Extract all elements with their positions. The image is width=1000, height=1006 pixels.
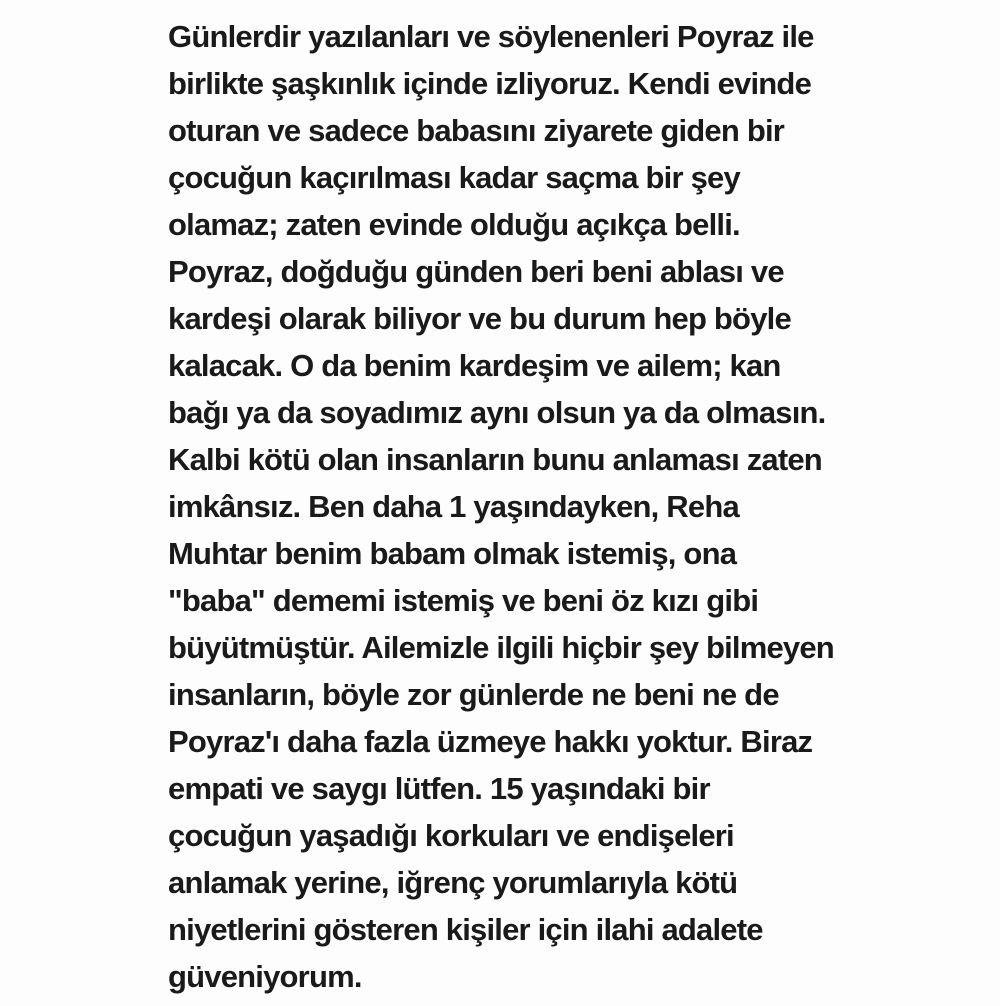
- text-line: Poyraz, doğduğu günden beri beni ablası ve: [168, 254, 784, 289]
- text-line: imkânsız. Ben daha 1 yaşındayken, Reha: [168, 489, 739, 524]
- text-line: güveniyorum.: [168, 959, 362, 994]
- text-line: insanların, böyle zor günlerde ne beni ne de: [168, 677, 779, 712]
- text-line: Kalbi kötü olan insanların bunu anlaması zaten: [168, 442, 822, 477]
- text-line: Muhtar benim babam olmak istemiş, ona: [168, 536, 737, 571]
- text-line: anlamak yerine, iğrenç yorumlarıyla kötü: [168, 865, 738, 900]
- text-line: büyütmüştür. Ailemizle ilgili hiçbir şey bilmeyen: [168, 630, 834, 665]
- text-line: Poyraz'ı daha fazla üzmeye hakkı yoktur. Biraz: [168, 724, 813, 759]
- text-line: birlikte şaşkınlık içinde izliyoruz. Kendi evinde: [168, 66, 812, 101]
- text-line: Günlerdir yazılanları ve söylenenleri Poyraz ile: [168, 19, 814, 54]
- statement-text: [168, 13, 888, 1000]
- text-line: empati ve saygı lütfen. 15 yaşındaki bir: [168, 771, 710, 806]
- text-line: kalacak. O da benim kardeşim ve ailem; kan: [168, 348, 781, 383]
- text-line: çocuğun kaçırılması kadar saçma bir şey: [168, 160, 740, 195]
- text-line: bağı ya da soyadımız aynı olsun ya da olmasın.: [168, 395, 826, 430]
- text-line: niyetlerini gösteren kişiler için ilahi adalete: [168, 912, 763, 947]
- text-line: kardeşi olarak biliyor ve bu durum hep böyle: [168, 301, 791, 336]
- text-line: "baba" dememi istemiş ve beni öz kızı gibi: [168, 583, 759, 618]
- text-line: çocuğun yaşadığı korkuları ve endişeleri: [168, 818, 734, 853]
- text-line: oturan ve sadece babasını ziyarete giden bir: [168, 113, 785, 148]
- text-line: olamaz; zaten evinde olduğu açıkça belli.: [168, 207, 740, 242]
